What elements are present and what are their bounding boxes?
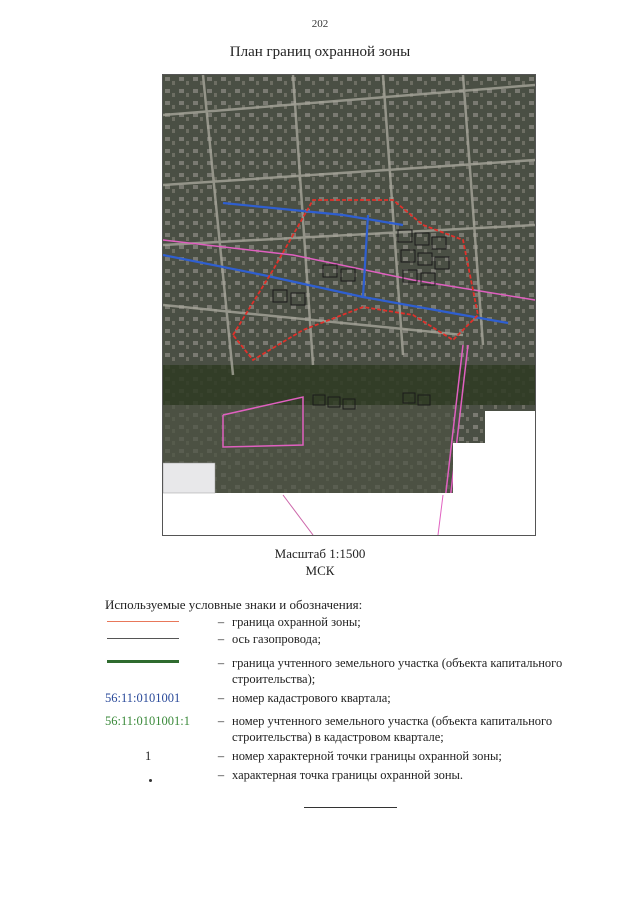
legend-text: номер учтенного земельного участка (объекта капитального строительства) в кадастровом квартале; — [232, 714, 553, 744]
footer-rule — [304, 807, 397, 808]
legend-dash: – — [217, 691, 225, 705]
satellite-map[interactable] — [162, 74, 536, 536]
zone-border-line-icon — [107, 621, 179, 622]
legend-dash: – — [217, 768, 225, 782]
legend-symbol — [105, 655, 205, 671]
legend-text: номер кадастрового квартала; — [232, 691, 391, 705]
map-canvas — [163, 75, 535, 535]
legend-dash: – — [217, 714, 225, 728]
parcel-border-line-icon — [107, 660, 179, 663]
legend-dash: – — [217, 632, 225, 646]
blank-block-left — [163, 463, 215, 493]
legend-symbol — [105, 631, 205, 647]
legend-dash: – — [217, 615, 225, 629]
legend-symbol-quarter-code: 56:11:0101001 — [105, 691, 181, 705]
point-dot-icon — [149, 779, 152, 782]
legend-symbol — [105, 767, 205, 783]
legend-text: номер характерной точки границы охранной зоны; — [232, 749, 502, 763]
legend-text: граница охранной зоны; — [232, 615, 361, 629]
legend-heading: Используемые условные знаки и обозначения: — [105, 597, 363, 612]
legend-text: характерная точка границы охранной зоны. — [232, 768, 464, 782]
page-number: 202 — [311, 18, 329, 30]
legend-symbol — [105, 614, 205, 630]
scale-block — [0, 545, 640, 579]
page-title: План границ охранной зоны — [229, 44, 411, 60]
legend-symbol — [105, 748, 205, 764]
legend-dash: – — [217, 656, 225, 670]
gas-axis-line-icon — [107, 638, 179, 639]
point-number-symbol: 1 — [145, 749, 152, 763]
coordinate-system: МСК — [305, 563, 335, 578]
legend-text: ось газопровода; — [232, 632, 322, 646]
scale-label: Масштаб 1:1500 — [274, 546, 366, 561]
legend-dash: – — [217, 749, 225, 763]
legend-text: граница учтенного земельного участка (объекта капитального строительства); — [232, 656, 563, 686]
legend-symbol-parcel-code: 56:11:0101001:1 — [105, 714, 190, 728]
